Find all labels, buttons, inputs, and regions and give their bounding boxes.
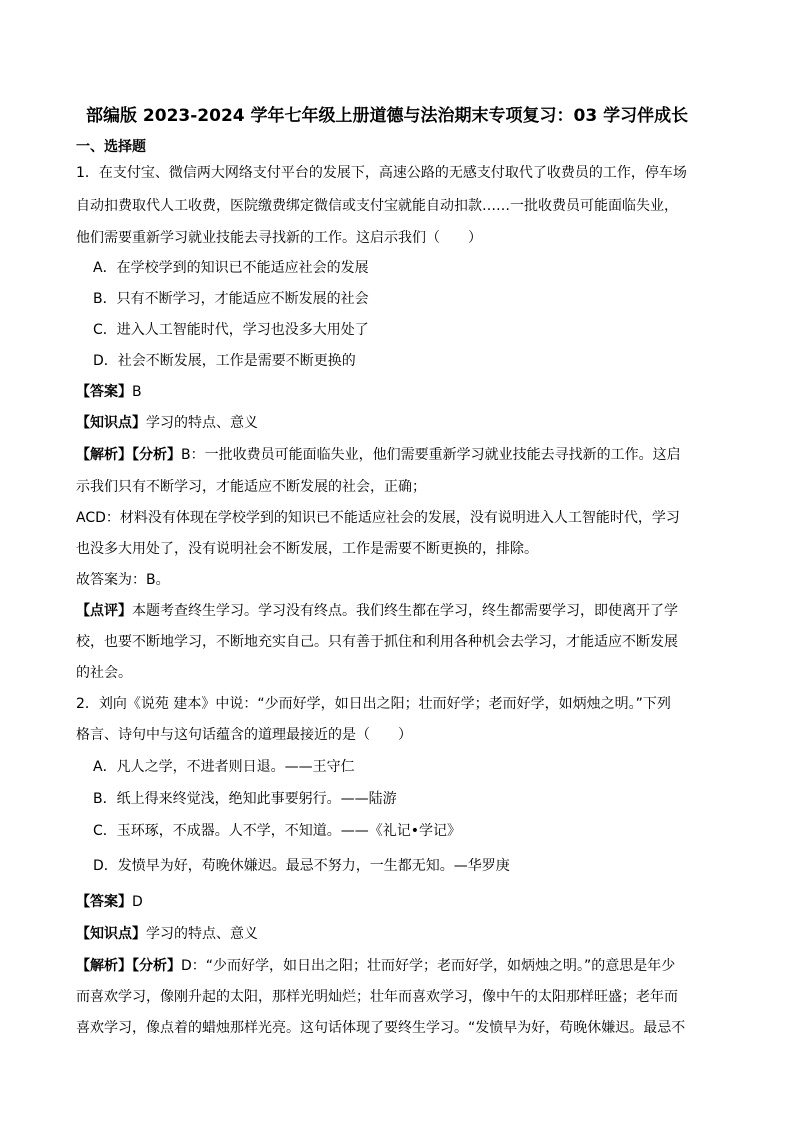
knowledge-point-value: 学习的特点、意义 (146, 415, 258, 431)
option-d: D．社会不断发展，工作是需要不断更换的 (93, 353, 356, 369)
comment-line: 校，也要不断地学习，不断地充实自己。只有善于抓住和利用各种机会去学习，才能适应不断发展 (76, 634, 678, 650)
option-d: D．发愤早为好，苟晚休嫌迟。最忌不努力，一生都无知。—华罗庚 (93, 858, 510, 874)
knowledge-point-tag: 【知识点】 (76, 415, 146, 431)
option-c: C．玉环琢，不成器。人不学，不知道。——《礼记•学记》 (93, 823, 462, 839)
analysis-text: D：“少而好学，如日出之阳；壮而好学；老而好学，如炳烛之明。”的意思是年少 (181, 958, 676, 974)
question-stem-line: 1．在支付宝、微信两大网络支付平台的发展下，高速公路的无感支付取代了收费员的工作，停车场 (76, 165, 687, 181)
knowledge-point-line (76, 413, 258, 433)
question-stem-line: 格言、诗句中与这句话蕴含的道理最接近的是（ ） (76, 727, 412, 743)
answer-tag: 【答案】 (76, 384, 132, 400)
question-stem-line: 自动扣费取代人工收费，医院缴费绑定微信或支付宝就能自动扣款……一批收费员可能面临失业， (76, 198, 678, 214)
answer-value: B (132, 384, 142, 400)
analysis-text: B：一批收费员可能面临失业，他们需要重新学习就业技能去寻找新的工作。这启 (181, 447, 681, 463)
analysis-line (76, 445, 681, 465)
answer-tag: 【答案】 (76, 894, 132, 910)
option-b: B．纸上得来终觉浅，绝知此事要躬行。——陆游 (93, 791, 397, 807)
analysis-tag: 【解析】【分析】 (76, 447, 181, 463)
analysis-line: 而喜欢学习，像刚升起的太阳，那样光明灿烂；壮年而喜欢学习，像中午的太阳那样旺盛；老年而 (76, 989, 678, 1005)
option-a: A．在学校学到的知识已不能适应社会的发展 (93, 260, 369, 276)
knowledge-point-value: 学习的特点、意义 (146, 926, 258, 942)
analysis-tag: 【解析】【分析】 (76, 958, 181, 974)
section-heading: 一、选择题 (76, 139, 146, 155)
knowledge-point-tag: 【知识点】 (76, 926, 146, 942)
question-stem-line: 2．刘向《说苑 建本》中说：“少而好学，如日出之阳；壮而好学；老而好学，如炳烛之明。”下列 (76, 696, 671, 712)
answer-line (76, 892, 143, 912)
comment-text: 本题考查终生学习。学习没有终点。我们终生都在学习，终生都需要学习，即使离开了学 (132, 603, 678, 619)
answer-line (76, 382, 142, 402)
document-title: 部编版 2023-2024 学年七年级上册道德与法治期末专项复习：03 学习伴成长 (86, 106, 689, 126)
option-b: B．只有不断学习，才能适应不断发展的社会 (93, 291, 369, 307)
question-stem-line: 他们需要重新学习就业技能去寻找新的工作。这启示我们（ ） (76, 230, 482, 246)
option-c: C．进入人工智能时代，学习也没多大用处了 (93, 322, 369, 338)
analysis-line: 也没多大用处了，没有说明社会不断发展，工作是需要不断更换的，排除。 (76, 541, 538, 557)
answer-value: D (132, 894, 143, 910)
knowledge-point-line (76, 924, 258, 944)
option-a: A．凡人之学，不进者则日退。——王守仁 (93, 759, 355, 775)
analysis-line: 喜欢学习，像点着的蜡烛那样光亮。这句话体现了要终生学习。“发愤早为好，苟晚休嫌迟。最忌不 (76, 1020, 686, 1036)
comment-line: 的社会。 (76, 665, 132, 681)
analysis-line: 故答案为：B。 (76, 572, 170, 588)
analysis-line: ACD：材料没有体现在学校学到的知识已不能适应社会的发展，没有说明进入人工智能时代，学习 (76, 510, 680, 526)
comment-line (76, 601, 678, 621)
analysis-line (76, 956, 675, 976)
comment-tag: 【点评】 (76, 603, 132, 619)
analysis-line: 示我们只有不断学习，才能适应不断发展的社会，正确； (76, 479, 426, 495)
